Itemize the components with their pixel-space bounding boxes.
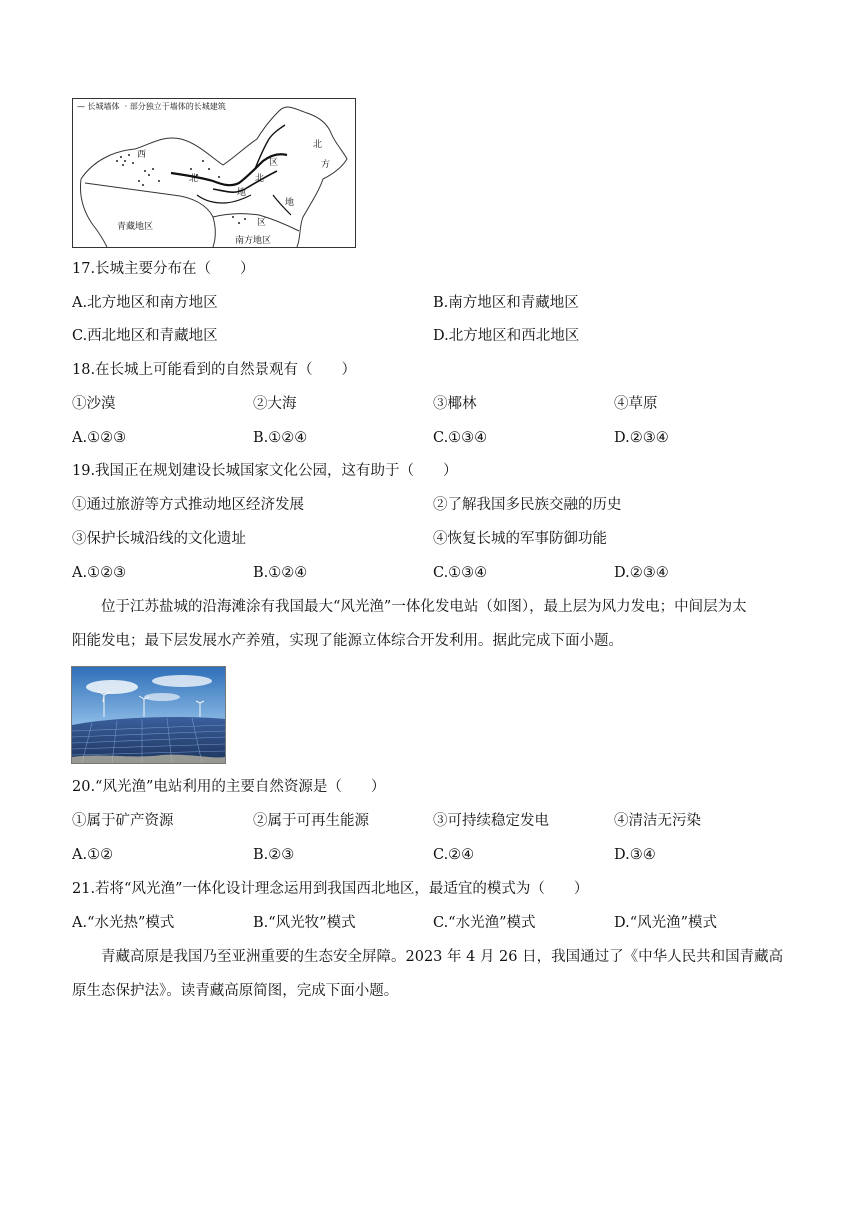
q20-statement-4: ④清洁无污染 — [614, 813, 701, 829]
q21-stem: 21.若将“风光渔”一体化设计理念运用到我国西北地区，最适宜的模式为（ ） — [72, 881, 589, 897]
passage1-line1: 位于江苏盐城的沿海滩涂有我国最大“风光渔”一体化发电站（如图），最上层为风力发电；中间层为太 — [101, 599, 747, 615]
q17-option-a: A.北方地区和南方地区 — [72, 295, 218, 311]
wind-solar-fishery-photo — [71, 666, 226, 764]
photo-drawing — [72, 667, 225, 763]
label-qu-n: 区 — [269, 158, 279, 168]
q17-option-c: C.西北地区和青藏地区 — [72, 328, 218, 344]
q20-stem: 20.“风光渔”电站利用的主要自然资源是（ ） — [72, 779, 386, 795]
label-qu-s: 区 — [257, 218, 267, 228]
passage2-line2: 原生态保护法》。读青藏高原简图，完成下面小题。 — [72, 983, 399, 999]
q18-option-a: A.①②③ — [72, 430, 127, 446]
label-di-e: 地 — [285, 198, 295, 208]
q19-statement-2: ②了解我国多民族交融的历史 — [433, 497, 622, 513]
q18-option-b: B.①②④ — [253, 430, 308, 446]
q20-option-a: A.①② — [72, 847, 114, 863]
q19-statement-1: ①通过旅游等方式推动地区经济发展 — [72, 497, 304, 513]
label-nanfang: 南方地区 — [235, 236, 272, 246]
q19-stem: 19.我国正在规划建设长城国家文化公园，这有助于（ ） — [72, 463, 458, 479]
passage2-line1: 青藏高原是我国乃至亚洲重要的生态安全屏障。2023 年 4 月 26 日，我国通过了《中华人民共和国青藏高 — [101, 949, 784, 965]
q21-option-b: B.“风光牧”模式 — [253, 915, 356, 931]
label-di-c: 地 — [237, 188, 247, 198]
boundary-south — [213, 214, 299, 231]
wall-buildings — [116, 154, 246, 224]
q20-option-d: D.③④ — [614, 847, 656, 863]
map-legend — [77, 101, 226, 112]
q20-statement-2: ②属于可再生能源 — [253, 813, 369, 829]
label-bei-n: 北 — [313, 140, 323, 150]
q17-option-d: D.北方地区和西北地区 — [433, 328, 580, 344]
label-fang-n: 方 — [321, 160, 331, 170]
q18-option-c: C.①③④ — [433, 430, 488, 446]
q19-statement-4: ④恢复长城的军事防御功能 — [433, 531, 607, 547]
q19-option-c: C.①③④ — [433, 565, 488, 581]
label-bei-nw: 北 — [189, 174, 199, 184]
q20-statement-1: ①属于矿产资源 — [72, 813, 174, 829]
label-bei-c: 北 — [255, 174, 265, 184]
q17-stem: 17.长城主要分布在（ ） — [72, 261, 255, 277]
q20-option-b: B.②③ — [253, 847, 295, 863]
q18-option-d: D.②③④ — [614, 430, 669, 446]
q19-option-d: D.②③④ — [614, 565, 669, 581]
map-drawing — [73, 99, 355, 247]
q18-statement-3: ③椰林 — [433, 396, 477, 412]
q18-statement-4: ④草原 — [614, 396, 658, 412]
label-xi: 西 — [137, 150, 147, 160]
q21-option-a: A.“水光热”模式 — [72, 915, 175, 931]
q19-option-b: B.①②④ — [253, 565, 308, 581]
q18-statement-1: ①沙漠 — [72, 396, 116, 412]
great-wall-map — [72, 98, 356, 248]
q19-option-a: A.①②③ — [72, 565, 127, 581]
q20-option-c: C.②④ — [433, 847, 475, 863]
passage1-line2: 阳能发电；最下层发展水产养殖，实现了能源立体综合开发利用。据此完成下面小题。 — [72, 633, 623, 649]
q20-statement-3: ③可持续稳定发电 — [433, 813, 549, 829]
q17-option-b: B.南方地区和青藏地区 — [433, 295, 579, 311]
label-qingzang: 青藏地区 — [117, 222, 154, 232]
q21-option-d: D.“风光渔”模式 — [614, 915, 718, 931]
q18-statement-2: ②大海 — [253, 396, 297, 412]
q18-stem: 18.在长城上可能看到的自然景观有（ ） — [72, 362, 357, 378]
legend-building: · 部分独立于墙体的长城建筑 — [124, 102, 226, 111]
boundary-qingzang — [85, 183, 215, 247]
legend-wall: — 长城墙体 — [77, 102, 120, 111]
q21-option-c: C.“水光渔”模式 — [433, 915, 536, 931]
outline-west — [81, 179, 108, 247]
q19-statement-3: ③保护长城沿线的文化遗址 — [72, 531, 246, 547]
